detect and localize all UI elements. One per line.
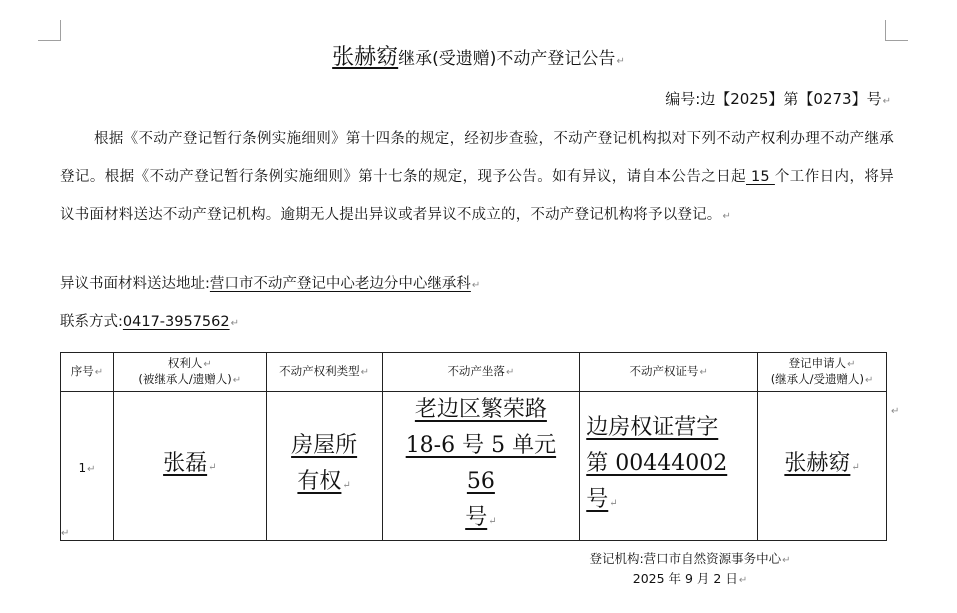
cell-cert-number: 边房权证营字 第 00444002 号↵ xyxy=(580,392,758,541)
title-text: 继承(受遗赠)不动产登记公告 xyxy=(398,49,616,69)
header-cert-number: 不动产权证号↵ xyxy=(580,353,758,392)
registration-table xyxy=(60,352,887,541)
cell-holder: 张磊↵ xyxy=(113,392,266,541)
contact-value: 0417-3957562 xyxy=(122,314,230,330)
header-right-type: 不动产权利类型↵ xyxy=(266,353,382,392)
paragraph-mark-icon: ↵ xyxy=(471,280,481,291)
footer xyxy=(560,550,820,590)
header-applicant: 登记申请人↵ (继承人/受遗赠人)↵ xyxy=(758,353,887,392)
announcement-paragraph xyxy=(60,120,894,236)
table-row xyxy=(61,392,887,541)
crop-mark-top-right xyxy=(885,20,908,41)
paragraph-mark-icon: ↵ xyxy=(722,211,732,222)
paragraph-mark-icon: ↵ xyxy=(61,528,70,539)
contact-label: 联系方式: xyxy=(60,314,123,330)
crop-mark-top-left xyxy=(38,20,61,41)
table-header-row xyxy=(61,353,887,392)
document-number-text: 编号:边【2025】第【0273】号 xyxy=(665,90,882,108)
body-part2: 个工作日内，将异议书面材料送达不动产登记机构。逾期无人提出异议或者异议不成立的，不动产登记机构将予以登记。 xyxy=(60,169,894,223)
objection-address xyxy=(60,272,480,298)
title-name: 张赫窈 xyxy=(332,45,399,70)
cell-applicant: 张赫窈↵ xyxy=(758,392,887,541)
address-label: 异议书面材料送达地址: xyxy=(60,276,210,292)
cell-location: 老边区繁荣路 18-6 号 5 单元 56 号↵ xyxy=(382,392,580,541)
footer-org: 登记机构:营口市自然资源事务中心↵ xyxy=(589,551,791,566)
header-location: 不动产坐落↵ xyxy=(382,353,580,392)
row-end-mark-icon: ↵ xyxy=(891,406,900,417)
footer-date: 2025 年 9 月 2 日↵ xyxy=(632,571,748,586)
paragraph-mark-icon: ↵ xyxy=(882,96,891,107)
body-days: 15 xyxy=(745,169,775,185)
contact-info xyxy=(60,310,239,336)
header-holder: 权利人↵ (被继承人/遗赠人)↵ xyxy=(113,353,266,392)
document-number xyxy=(665,88,891,113)
cell-right-type: 房屋所 有权↵ xyxy=(266,392,382,541)
body-part1: 根据《不动产登记暂行条例实施细则》第十四条的规定，经初步查验，不动产登记机构拟对下列不动产权利办理不动产继承登记。根据《不动产登记暂行条例实施细则》第十七条的规定，现予公告。如有异议，请自本公告之日起 xyxy=(60,131,894,185)
header-seq: 序号↵ xyxy=(61,353,114,392)
page-title xyxy=(0,44,957,76)
paragraph-mark-icon: ↵ xyxy=(616,56,625,67)
cell-seq: 1↵ xyxy=(61,392,114,541)
announcement-body xyxy=(60,120,894,236)
paragraph-mark-icon: ↵ xyxy=(230,318,239,329)
address-value: 营口市不动产登记中心老边分中心继承科 xyxy=(209,276,471,292)
